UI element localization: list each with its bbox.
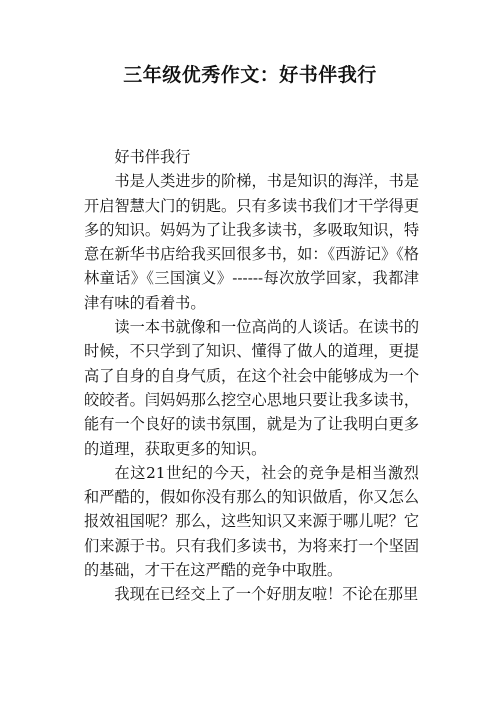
paragraph-3: 在这21世纪的今天，社会的竞争是相当激烈和严酷的，假如你没有那么的知识做盾，你又怎么报效祖国呢？那么，这些知识又来源于哪儿呢？它们来源于书。只有我们多读书，为将来打一个坚固的基础，才干在这严酷的竞争中取胜。	[84, 463, 419, 580]
paragraph-2: 读一本书就像和一位高尚的人谈话。在读书的时候，不只学到了知识、懂得了做人的道理，更提高了自身的自身气质，在这个社会中能够成为一个皎皎者。闫妈妈那么挖空心思地只要让我多读书，能有一个良好的读书氛围，就是为了让我明白更多的道理，获取更多的知识。	[84, 318, 419, 458]
document-body	[84, 145, 419, 607]
document-title: 三年级优秀作文：好书伴我行	[123, 64, 377, 86]
essay-subtitle: 好书伴我行	[114, 148, 191, 166]
paragraph-1: 书是人类进步的阶梯，书是知识的海洋，书是开启智慧大门的钥匙。只有多读书我们才干学得更多的知识。妈妈为了让我多读书，多吸取知识，特意在新华书店给我买回很多书，如：《西游记》《格林童话》《三国演义》------每次放学回家，我都津津有味的看着书。	[84, 172, 419, 312]
paragraph-4: 我现在已经交上了一个好朋友啦！不论在那里	[114, 585, 419, 604]
